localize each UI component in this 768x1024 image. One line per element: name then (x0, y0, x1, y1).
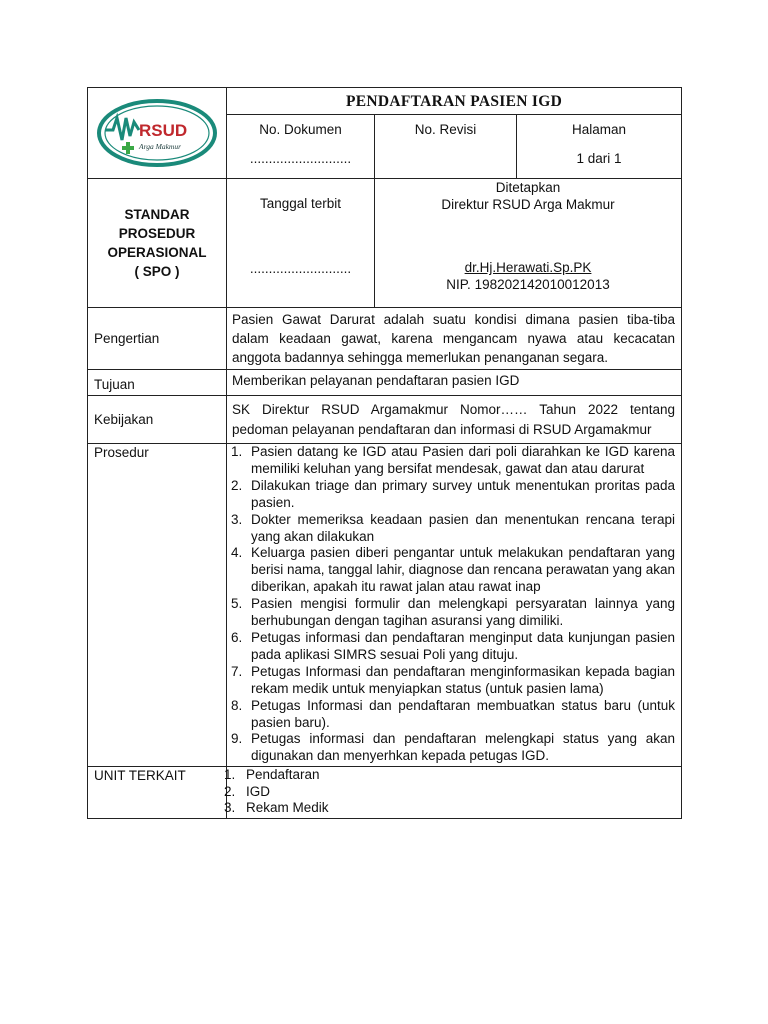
prosedur-item-number: 4. (231, 545, 243, 561)
prosedur-item (231, 596, 676, 630)
prosedur-item-text: Petugas informasi dan pendaftaran melengkapi status yang akan digunakan dan menyerhkan kepada petugas IGD. (251, 731, 676, 764)
prosedur-item-text: Petugas Informasi dan pendaftaran menginformasikan kepada bagian rekam medik untuk menyiapkan status (untuk pasien lama) (251, 663, 676, 696)
spo-document (87, 87, 681, 819)
spo-line-4: ( SPO ) (134, 264, 180, 279)
unit-terkait-label: UNIT TERKAIT (88, 767, 227, 819)
prosedur-item (231, 511, 676, 546)
prosedur-item (231, 731, 676, 765)
unit-terkait-item (224, 800, 681, 817)
issue-date-cell (227, 179, 375, 308)
prosedur-item-number: 1. (231, 444, 243, 459)
prosedur-item-text: Petugas informasi dan pendaftaran menginput data kunjungan pasien pada aplikasi SIMRS sesuai Poli yang dituju. (251, 629, 676, 662)
document-title: PENDAFTARAN PASIEN IGD (227, 88, 682, 115)
unit-terkait-item-text: Pendaftaran (246, 767, 320, 783)
unit-terkait-item-number: 2. (224, 783, 236, 799)
issue-date-label: Tanggal terbit (259, 196, 342, 211)
prosedur-item-number: 2. (231, 477, 243, 493)
prosedur-item-number: 9. (231, 731, 243, 747)
spo-line-1: STANDAR (124, 207, 190, 222)
prosedur-item (231, 663, 676, 698)
prosedur-list (227, 444, 681, 765)
kebijakan-text: SK Direktur RSUD Argamakmur Nomor…… Tahun 2022 tentang pedoman pelayanan pendaftaran dan informasi di RSUD Argamakmur (227, 396, 682, 444)
unit-terkait-item (224, 767, 681, 784)
prosedur-label: Prosedur (88, 444, 227, 767)
prosedur-item (231, 629, 676, 664)
pengertian-text: Pasien Gawat Darurat adalah suatu kondisi dimana pasien tiba-tiba dalam keadaan gawat, karena mengancam nyawa atau kecacatan anggota badannya sehingga memerlukan penanganan segara. (227, 308, 682, 370)
rsud-logo (95, 96, 219, 170)
tujuan-text: Memberikan pelayanan pendaftaran pasien IGD (227, 370, 682, 396)
unit-terkait-item-text: IGD (246, 783, 271, 799)
prosedur-item (231, 477, 676, 512)
unit-terkait-item (224, 784, 681, 801)
doc-number-cell (227, 115, 375, 179)
prosedur-item (231, 444, 676, 478)
prosedur-item-number: 7. (231, 663, 243, 679)
prosedur-item-text: Dokter memeriksa keadaan pasien dan menentukan rencana terapi yang akan dilakukan (251, 511, 676, 544)
prosedur-item-text: Keluarga pasien diberi pengantar untuk melakukan pendaftaran yang berisi nama, tanggal lahir, diagnose dan rencana perawatan yang akan diberikan, apakah itu rawat jalan atau rawat inap (251, 545, 676, 595)
pengertian-label: Pengertian (88, 308, 227, 370)
unit-terkait-item-number: 1. (224, 767, 236, 783)
prosedur-item-text: Dilakukan triage dan primary survey untuk menentukan proritas pada pasien. (251, 477, 676, 510)
director-name: dr.Hj.Herawati.Sp.PK (464, 260, 592, 275)
page-value: 1 dari 1 (576, 151, 622, 166)
director-nip: NIP. 198202142010012013 (446, 277, 610, 292)
page-cell (517, 115, 682, 179)
spo-line-3: OPERASIONAL (107, 245, 207, 260)
issue-date-value: ........................... (249, 261, 352, 276)
director-title: Direktur RSUD Arga Makmur (441, 197, 615, 212)
spo-line-2: PROSEDUR (118, 226, 196, 241)
doc-number-value: ........................... (249, 151, 352, 166)
spo-heading (88, 179, 227, 308)
unit-terkait-item-number: 3. (224, 800, 236, 816)
prosedur-item-number: 5. (231, 596, 243, 612)
unit-terkait-cell (224, 767, 682, 819)
unit-terkait-list (224, 767, 681, 817)
approval-cell (375, 179, 682, 308)
logo-text: RSUD (139, 121, 188, 140)
revision-label: No. Revisi (414, 122, 477, 137)
kebijakan-label: Kebijakan (88, 396, 227, 444)
spo-table (87, 87, 682, 819)
logo-cell (88, 88, 227, 179)
prosedur-item-number: 8. (231, 697, 243, 713)
logo-subtext: Arga Makmur (139, 142, 182, 151)
tujuan-label: Tujuan (88, 370, 227, 396)
prosedur-item-text: Pasien datang ke IGD atau Pasien dari poli diarahkan ke IGD karena memiliki keluhan yang bersifat mendesak, gawat dan atau darurat (251, 444, 676, 476)
prosedur-item-number: 6. (231, 629, 243, 645)
prosedur-item-text: Pasien mengisi formulir dan melengkapi persyaratan lainnya yang berhubungan dengan tagihan asuransi yang dimiliki. (251, 596, 676, 629)
unit-terkait-item-text: Rekam Medik (246, 800, 329, 816)
revision-cell (375, 115, 517, 179)
page-label: Halaman (572, 122, 627, 137)
prosedur-item (231, 697, 676, 732)
set-by-label: Ditetapkan (495, 180, 561, 195)
doc-number-label: No. Dokumen (259, 122, 342, 137)
prosedur-cell (227, 444, 682, 767)
prosedur-item (231, 545, 676, 596)
prosedur-item-text: Petugas Informasi dan pendaftaran membuatkan status baru (untuk pasien baru). (251, 697, 676, 730)
prosedur-item-number: 3. (231, 511, 243, 527)
